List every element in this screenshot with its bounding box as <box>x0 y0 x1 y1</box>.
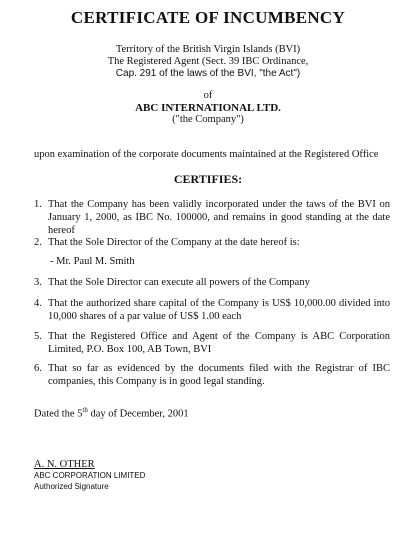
certified-item-3 <box>34 276 390 289</box>
director-entry: - Mr. Paul M. Smith <box>50 256 135 267</box>
item-number: 3. <box>34 277 42 288</box>
certified-item-1 <box>34 198 390 237</box>
item-text: That the Sole Director of the Company at the date hereof is: <box>48 237 300 248</box>
item-number: 4. <box>34 298 42 309</box>
date-prefix: Dated the 5 <box>34 408 83 420</box>
item-number: 5. <box>34 331 42 342</box>
company-alias: ("the Company") <box>172 114 244 125</box>
document-title: CERTIFICATE OF INCUMBENCY <box>70 8 346 27</box>
signatory-name: A. N. OTHER <box>34 459 95 470</box>
item-text: That the authorized share capital of the Company is US$ 10,000.00 divided into 10,000 shares of a par value of US$ 1.00 each <box>48 298 390 322</box>
date-suffix: day of December, 2001 <box>87 408 189 420</box>
certified-item-4 <box>34 297 390 323</box>
date-line <box>34 406 189 420</box>
signatory-role: Authorized Signature <box>34 482 109 491</box>
item-text: That so far as evidenced by the documents filed with the Registrar of IBC companies, this Company is in good legal standing. <box>48 363 390 387</box>
certified-item-2 <box>34 236 390 249</box>
date-ordinal: th <box>82 406 88 414</box>
certified-item-5 <box>34 330 390 356</box>
company-name: ABC INTERNATIONAL LTD. <box>135 102 281 114</box>
header-line-1: Territory of the British Virgin Islands (BVI) <box>115 44 301 55</box>
of-label: of <box>203 90 213 101</box>
item-text: That the Sole Director can execute all powers of the Company <box>48 277 310 288</box>
item-number: 2. <box>34 237 42 248</box>
item-text: That the Registered Office and Agent of the Company is ABC Corporation Limited, P.O. Box 100, AB Town, BVI <box>48 331 390 355</box>
signatory-organization: ABC CORPORATION LIMITED <box>34 471 146 480</box>
item-text: That the Company has been validly incorporated under the taws of the BVI on January 1, 2000, as IBC No. 100000, and remains in good standing at the date hereof <box>48 199 390 236</box>
intro-text: upon examination of the corporate documents maintained at the Registered Office <box>34 149 379 160</box>
certifies-heading: CERTIFIES: <box>173 172 243 186</box>
item-number: 6. <box>34 363 42 374</box>
header-line-3: Cap. 291 of the laws of the BVI, "the Act") <box>115 68 301 79</box>
header-line-2: The Registered Agent (Sect. 39 IBC Ordinance, <box>107 56 309 67</box>
item-number: 1. <box>34 199 42 210</box>
certified-item-6 <box>34 362 390 388</box>
